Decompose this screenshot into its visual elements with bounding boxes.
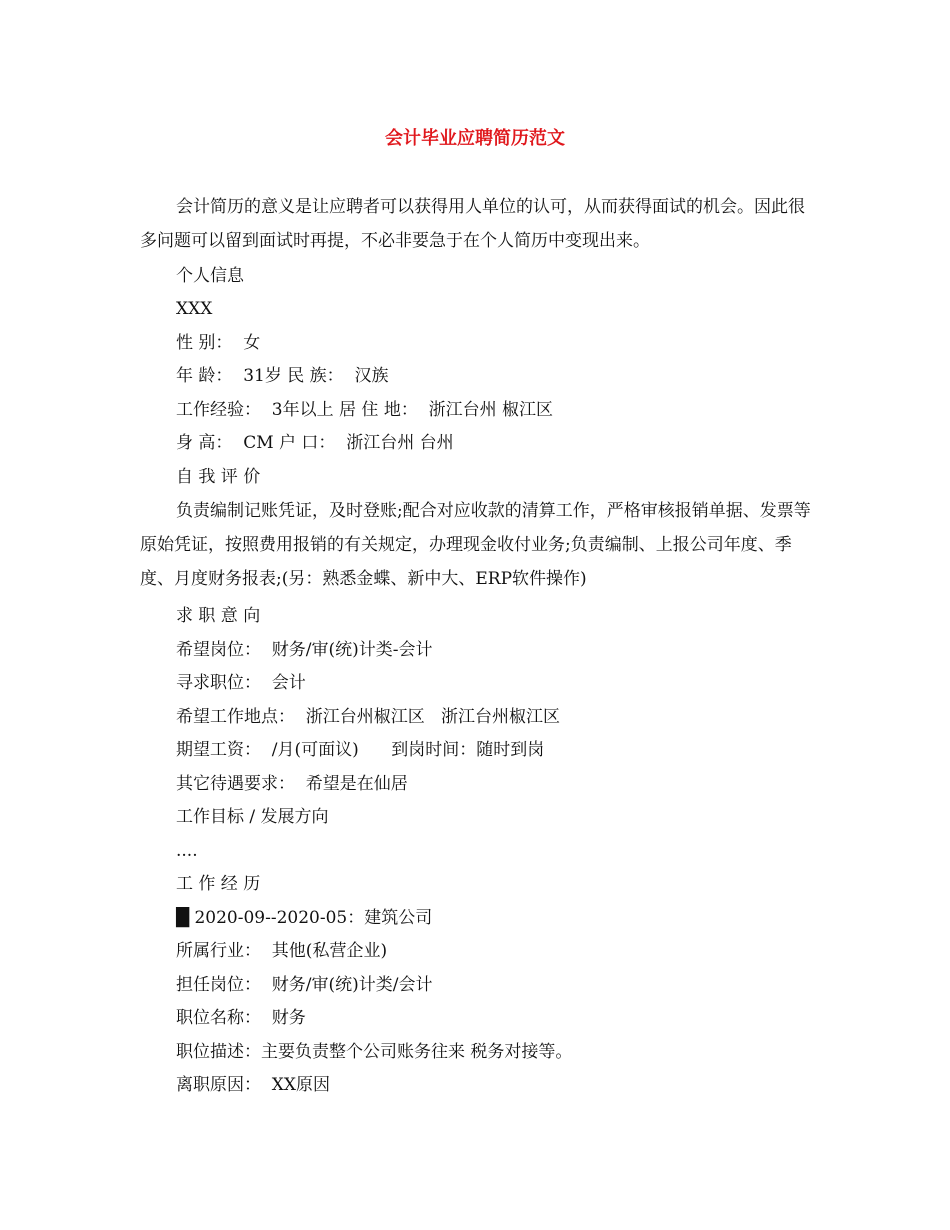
seeking-position-line: 寻求职位： 会计 [176, 673, 306, 693]
experience-residence-line: 工作经验： 3年以上 居 住 地： 浙江台州 椒江区 [176, 400, 554, 420]
personal-info-heading: 个人信息 [176, 266, 244, 286]
job-description-line: 职位描述：主要负责整个公司账务往来 税务对接等。 [176, 1042, 573, 1062]
position-line: 担任岗位： 财务/审(统)计类/会计 [176, 975, 433, 995]
document-title: 会计毕业应聘简历范文 [385, 128, 565, 149]
intro-paragraph: 会计简历的意义是让应聘者可以获得用人单位的认可，从而获得面试的机会。因此很多问题可以留到面试时再提，不必非要急于在个人简历中变现出来。 [140, 197, 805, 251]
job-intention-heading: 求 职 意 向 [176, 606, 261, 626]
other-requirements-line: 其它待遇要求： 希望是在仙居 [176, 774, 408, 794]
age-ethnicity-line: 年 龄： 31岁 民 族： 汉族 [176, 366, 389, 386]
desired-location-line: 希望工作地点： 浙江台州椒江区 浙江台州椒江区 [176, 707, 561, 727]
height-hukou-line: 身 高： CM 户 口： 浙江台州 台州 [176, 433, 454, 453]
industry-line: 所属行业： 其他(私营企业) [176, 941, 388, 961]
salary-start-line: 期望工资： /月(可面议) 到岗时间：随时到岗 [176, 740, 545, 760]
gender-line: 性 别： 女 [176, 333, 261, 353]
work-period-line: █ 2020-09--2020-05：建筑公司 [176, 908, 433, 928]
job-title-line: 职位名称： 财务 [176, 1008, 306, 1028]
name-line: XXX [176, 299, 213, 319]
desired-position-line: 希望岗位： 财务/审(统)计类-会计 [176, 640, 433, 660]
leave-reason-line: 离职原因： XX原因 [176, 1075, 331, 1095]
ellipsis-line: .... [176, 841, 198, 861]
self-evaluation-paragraph: 负责编制记账凭证，及时登账;配合对应收款的清算工作，严格审核报销单据、发票等原始凭证，按照费用报销的有关规定，办理现金收付业务;负责编制、上报公司年度、季度、月度财务报表;(另：熟悉金蝶、新中大、ERP软件操作) [140, 501, 811, 589]
goal-line: 工作目标 / 发展方向 [176, 807, 329, 827]
self-evaluation-heading: 自 我 评 价 [176, 467, 261, 487]
work-history-heading: 工 作 经 历 [176, 874, 261, 894]
